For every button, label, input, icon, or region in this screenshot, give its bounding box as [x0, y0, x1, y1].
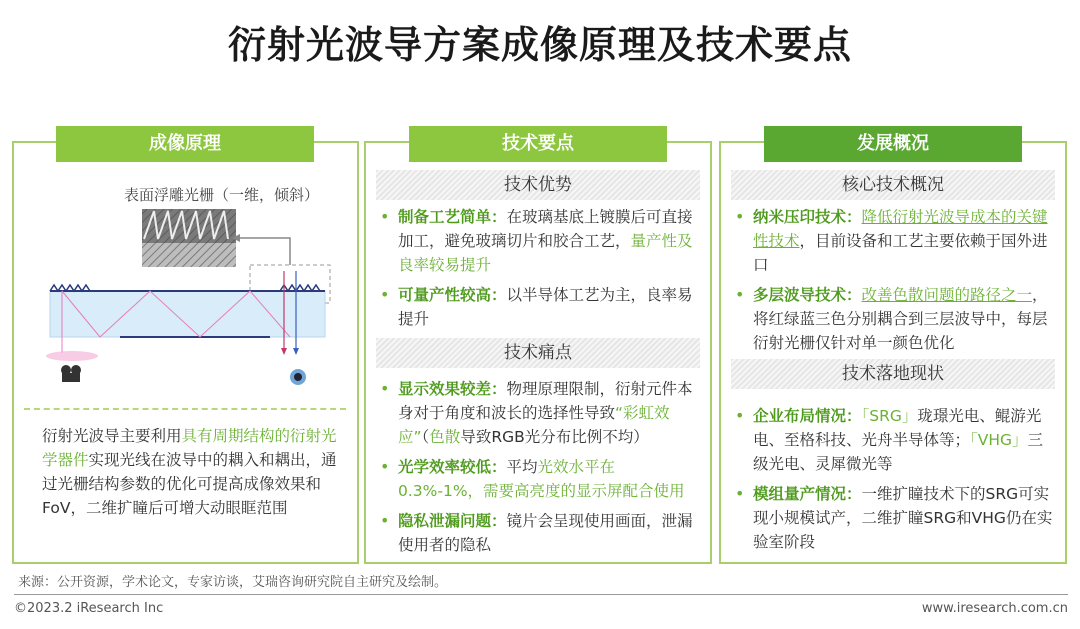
panel-header-tech: 技术要点 [409, 126, 667, 162]
list-item: • 光学效率较低：平均光效水平在0.3%-1%，需要高亮度的显示屏配合使用 [376, 455, 700, 503]
eye-icon [290, 369, 306, 385]
list-item: • 纳米压印技术：降低衍射光波导成本的关键性技术，目前设备和工艺主要依赖于国外进口 [731, 205, 1055, 277]
list-item: • 隐私泄漏问题：镜片会呈现使用画面，泄漏使用者的隐私 [376, 509, 700, 557]
panel-header-imaging: 成像原理 [56, 126, 314, 162]
list-item: • 多层波导技术：改善色散问题的路径之一，将红绿蓝三色分别耦合到三层波导中，每层衍射光栅仅针对单一颜色优化 [731, 283, 1055, 355]
list-item: • 显示效果较差：物理原理限制，衍射元件本身对于角度和波长的选择性导致“彩虹效应”（色散导致RGB光分布比例不均） [376, 377, 700, 449]
diffraction-diagram [40, 205, 340, 390]
subheader-landing: 技术落地现状 [731, 359, 1055, 389]
copyright: ©2023.2 iResearch Inc [14, 601, 164, 616]
grating-closeup-image [142, 209, 236, 267]
subheader-advantages: 技术优势 [376, 170, 700, 200]
subheader-pain-points: 技术痛点 [376, 338, 700, 368]
website-link[interactable]: www.iresearch.com.cn [921, 601, 1068, 616]
subheader-core-tech: 核心技术概况 [731, 170, 1055, 200]
list-item: • 企业布局情况：「SRG」珑璟光电、鲲游光电、至格科技、光舟半导体等；「VHG」三级光电、灵犀微光等 [731, 404, 1055, 476]
list-item: • 模组量产情况：一维扩瞳技术下的SRG可实现小规模试产，二维扩瞳SRG和VHG仍在实验室阶段 [731, 482, 1055, 554]
imaging-description: 衍射光波导主要利用具有周期结构的衍射光学器件实现光线在波导中的耦入和耦出，通过光栅结构参数的优化可提高成像效果和FoV，二维扩瞳后可增大动眼眶范围 [42, 427, 337, 517]
footer-divider [14, 594, 1068, 595]
list-item: • 可量产性较高：以半导体工艺为主，良率易提升 [376, 283, 700, 331]
panel-header-development: 发展概况 [764, 126, 1022, 162]
source-note: 来源：公开资源，学术论文，专家访谈，艾瑞咨询研究院自主研究及绘制。 [18, 575, 448, 590]
diagram-label: 表面浮雕光栅（一维，倾斜） [124, 186, 320, 204]
pain-points-list [376, 377, 700, 557]
list-item: • 制备工艺简单：在玻璃基底上镀膜后可直接加工，避免玻璃切片和胶合工艺，量产性及良率较易提升 [376, 205, 700, 277]
landing-list [731, 404, 1055, 554]
advantages-list [376, 205, 700, 331]
projector-icon [61, 365, 81, 382]
core-tech-list [731, 205, 1055, 355]
page-title: 衍射光波导方案成像原理及技术要点 [227, 23, 852, 67]
divider [24, 408, 346, 410]
